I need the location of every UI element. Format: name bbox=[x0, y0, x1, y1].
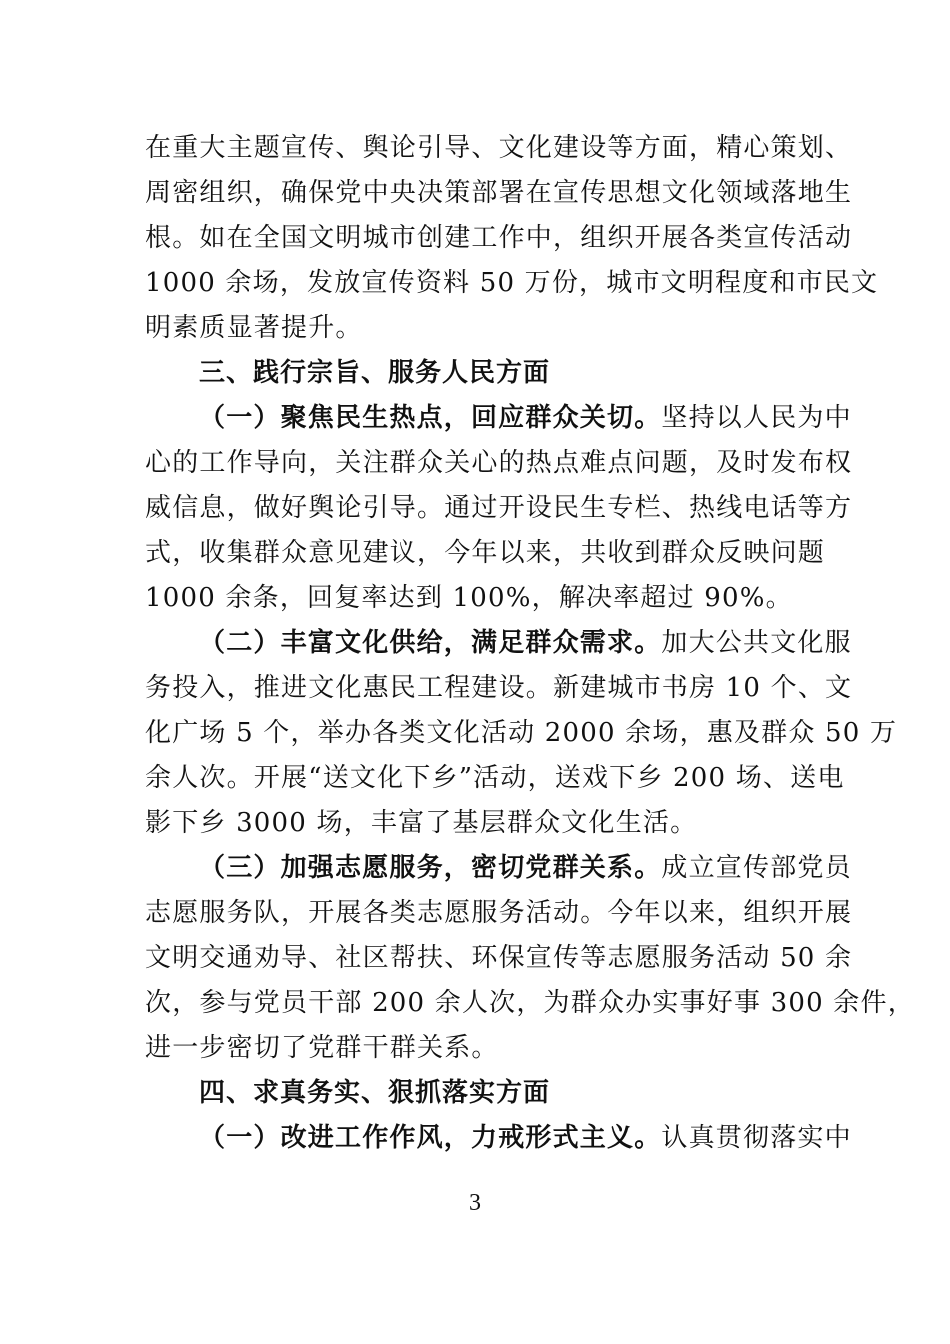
body-text-line: 周密组织，确保党中央决策部署在宣传思想文化领域落地生 bbox=[145, 178, 853, 208]
body-text-line: 影下乡 3000 场，丰富了基层群众文化生活。 bbox=[145, 808, 698, 838]
paragraph-text: 坚持以人民为中 bbox=[661, 403, 852, 433]
paragraph-first-line bbox=[199, 626, 852, 660]
section-heading: 四、求真务实、狠抓落实方面 bbox=[199, 1078, 551, 1108]
body-text-line: 明素质显著提升。 bbox=[145, 313, 363, 343]
body-text-line: 在重大主题宣传、舆论引导、文化建设等方面，精心策划、 bbox=[145, 133, 853, 163]
body-text-line: 根。如在全国文明城市创建工作中，组织开展各类宣传活动 bbox=[145, 223, 853, 253]
paragraph-lead: （三）加强志愿服务，密切党群关系。 bbox=[199, 853, 662, 883]
paragraph-first-line bbox=[199, 851, 852, 885]
paragraph-lead: （二）丰富文化供给，满足群众需求。 bbox=[199, 628, 662, 658]
paragraph-first-line bbox=[199, 401, 852, 435]
body-text-line: 进一步密切了党群干群关系。 bbox=[145, 1033, 499, 1063]
body-text-line: 1000 余条，回复率达到 100%，解决率超过 90%。 bbox=[145, 583, 793, 613]
paragraph-lead: （一）改进工作作风，力戒形式主义。 bbox=[199, 1123, 662, 1153]
paragraph-text: 加大公共文化服 bbox=[661, 628, 852, 658]
body-text-line: 化广场 5 个，举办各类文化活动 2000 余场，惠及群众 50 万 bbox=[145, 718, 898, 748]
section-heading: 三、践行宗旨、服务人民方面 bbox=[199, 358, 551, 388]
paragraph-first-line bbox=[199, 1121, 852, 1155]
paragraph-lead: （一）聚焦民生热点，回应群众关切。 bbox=[199, 403, 662, 433]
page-number: 3 bbox=[469, 1190, 481, 1216]
body-text-line: 心的工作导向，关注群众关心的热点难点问题，及时发布权 bbox=[145, 448, 853, 478]
body-text-line: 志愿服务队，开展各类志愿服务活动。今年以来，组织开展 bbox=[145, 898, 853, 928]
body-text-line: 余人次。开展“送文化下乡”活动，送戏下乡 200 场、送电 bbox=[145, 763, 845, 793]
body-text-line: 威信息，做好舆论引导。通过开设民生专栏、热线电话等方 bbox=[145, 493, 853, 523]
body-text-line: 文明交通劝导、社区帮扶、环保宣传等志愿服务活动 50 余 bbox=[145, 943, 853, 973]
paragraph-text: 认真贯彻落实中 bbox=[661, 1123, 852, 1153]
body-text-line: 式，收集群众意见建议，今年以来，共收到群众反映问题 bbox=[145, 538, 826, 568]
paragraph-text: 成立宣传部党员 bbox=[661, 853, 852, 883]
body-text-line: 1000 余场，发放宣传资料 50 万份，城市文明程度和市民文 bbox=[145, 268, 879, 298]
body-text-line: 务投入，推进文化惠民工程建设。新建城市书房 10 个、文 bbox=[145, 673, 853, 703]
body-text-line: 次，参与党员干部 200 余人次，为群众办实事好事 300 余件， bbox=[145, 988, 915, 1018]
